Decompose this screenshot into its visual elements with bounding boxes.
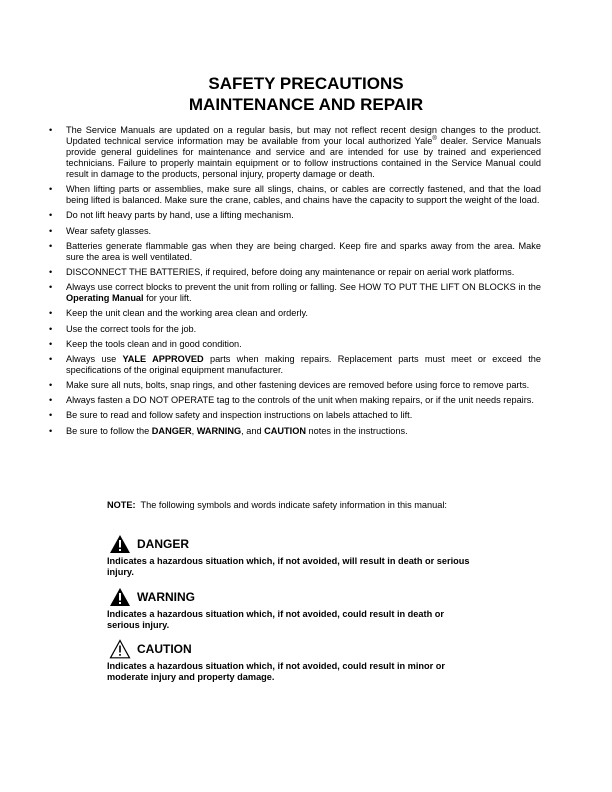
danger-symbol-block bbox=[107, 533, 477, 578]
warning-description: Indicates a hazardous situation which, if not avoided, could result in death or serious injury. bbox=[107, 609, 444, 630]
title-line-1: SAFETY PRECAUTIONS bbox=[208, 74, 404, 93]
list-item: • Always fasten a DO NOT OPERATE tag to the controls of the unit when making repairs, or if the unit needs repairs. bbox=[49, 395, 534, 406]
list-item: • Use the correct tools for the job. bbox=[49, 323, 197, 334]
title-line-2: MAINTENANCE AND REPAIR bbox=[188, 95, 424, 114]
caution-description: Indicates a hazardous situation which, if not avoided, could result in minor or moderate injury and property damage. bbox=[107, 661, 445, 682]
bullet-icon: • bbox=[49, 282, 53, 293]
warning-warning-triangle-icon bbox=[109, 587, 131, 607]
warning-label: WARNING bbox=[137, 590, 195, 604]
danger-warning-triangle-icon bbox=[109, 534, 131, 554]
bullet-icon: • bbox=[49, 380, 53, 391]
bullet-icon: • bbox=[49, 125, 53, 135]
danger-description: Indicates a hazardous situation which, if not avoided, will result in death or serious injury. bbox=[107, 556, 470, 577]
list-item: • Wear safety glasses. bbox=[49, 225, 152, 236]
bullet-icon: • bbox=[49, 323, 53, 334]
list-item: • Be sure to read and follow safety and inspection instructions on labels attached to lift. bbox=[49, 410, 413, 421]
warning-symbol-block bbox=[107, 586, 477, 631]
caution-symbol-block bbox=[107, 638, 477, 683]
danger-label: DANGER bbox=[137, 537, 190, 551]
bullet-icon: • bbox=[49, 240, 53, 251]
list-item: • Keep the unit clean and the working area clean and orderly. bbox=[49, 308, 308, 319]
bullet-icon: • bbox=[49, 395, 53, 406]
bullet-icon: • bbox=[49, 338, 53, 349]
bullet-icon: • bbox=[49, 225, 53, 236]
list-item: • Batteries generate flammable gas when they are being charged. Keep fire and sparks away from the area. Make sure the area is well ventilated. bbox=[49, 240, 541, 262]
note-label: NOTE: bbox=[107, 500, 136, 510]
list-item: • Be sure to follow the DANGER, WARNING, and CAUTION notes in the instructions. bbox=[49, 425, 408, 436]
bullet-icon: • bbox=[49, 353, 53, 364]
precautions-list bbox=[49, 125, 541, 441]
list-item: • Do not lift heavy parts by hand, use a lifting mechanism. bbox=[49, 210, 294, 221]
list-item: • DISCONNECT THE BATTERIES, if required, before doing any maintenance or repair on aerial work platforms. bbox=[49, 266, 515, 277]
bullet-icon: • bbox=[49, 266, 53, 277]
note-text: The following symbols and words indicate safety information in this manual: bbox=[135, 500, 447, 510]
bullet-icon: • bbox=[49, 184, 53, 195]
list-item: • Always use YALE APPROVED parts when making repairs. Replacement parts must meet or exceed the specifications of the original equipment manufacturer. bbox=[49, 353, 541, 375]
bullet-icon: • bbox=[49, 308, 53, 319]
list-item: • Always use correct blocks to prevent the unit from rolling or falling. See HOW TO PUT THE LIFT ON BLOCKS in the Operating Manual for your lift. bbox=[49, 282, 541, 304]
caution-label: CAUTION bbox=[137, 642, 192, 656]
caution-warning-triangle-outline-icon bbox=[109, 639, 131, 659]
list-item: • When lifting parts or assemblies, make sure all slings, chains, or cables are correctly fastened, and that the load being lifted is balanced. Make sure the crane, cables, and chains have the capacity to support the weight of the load. bbox=[49, 184, 541, 206]
list-item: • Make sure all nuts, bolts, snap rings, and other fastening devices are removed before using force to remove parts. bbox=[49, 380, 530, 391]
list-item: • Keep the tools clean and in good condition. bbox=[49, 338, 242, 349]
bullet-icon: • bbox=[49, 210, 53, 221]
list-item: • The Service Manuals are updated on a regular basis, but may not reflect recent design changes to the product. Updated technical service information may be available from your local authorized Yale® dealer. Service Manuals provide general guidelines for maintenance and service and are intended for use by trained and experienced technicians. Failure to properly maintain equipment or to follow instructions contained in the Service Manual could result in damage to the products, personal injury, property damage or death. bbox=[49, 125, 541, 179]
bullet-icon: • bbox=[49, 410, 53, 421]
note-paragraph bbox=[107, 500, 469, 511]
bullet-icon: • bbox=[49, 425, 53, 436]
